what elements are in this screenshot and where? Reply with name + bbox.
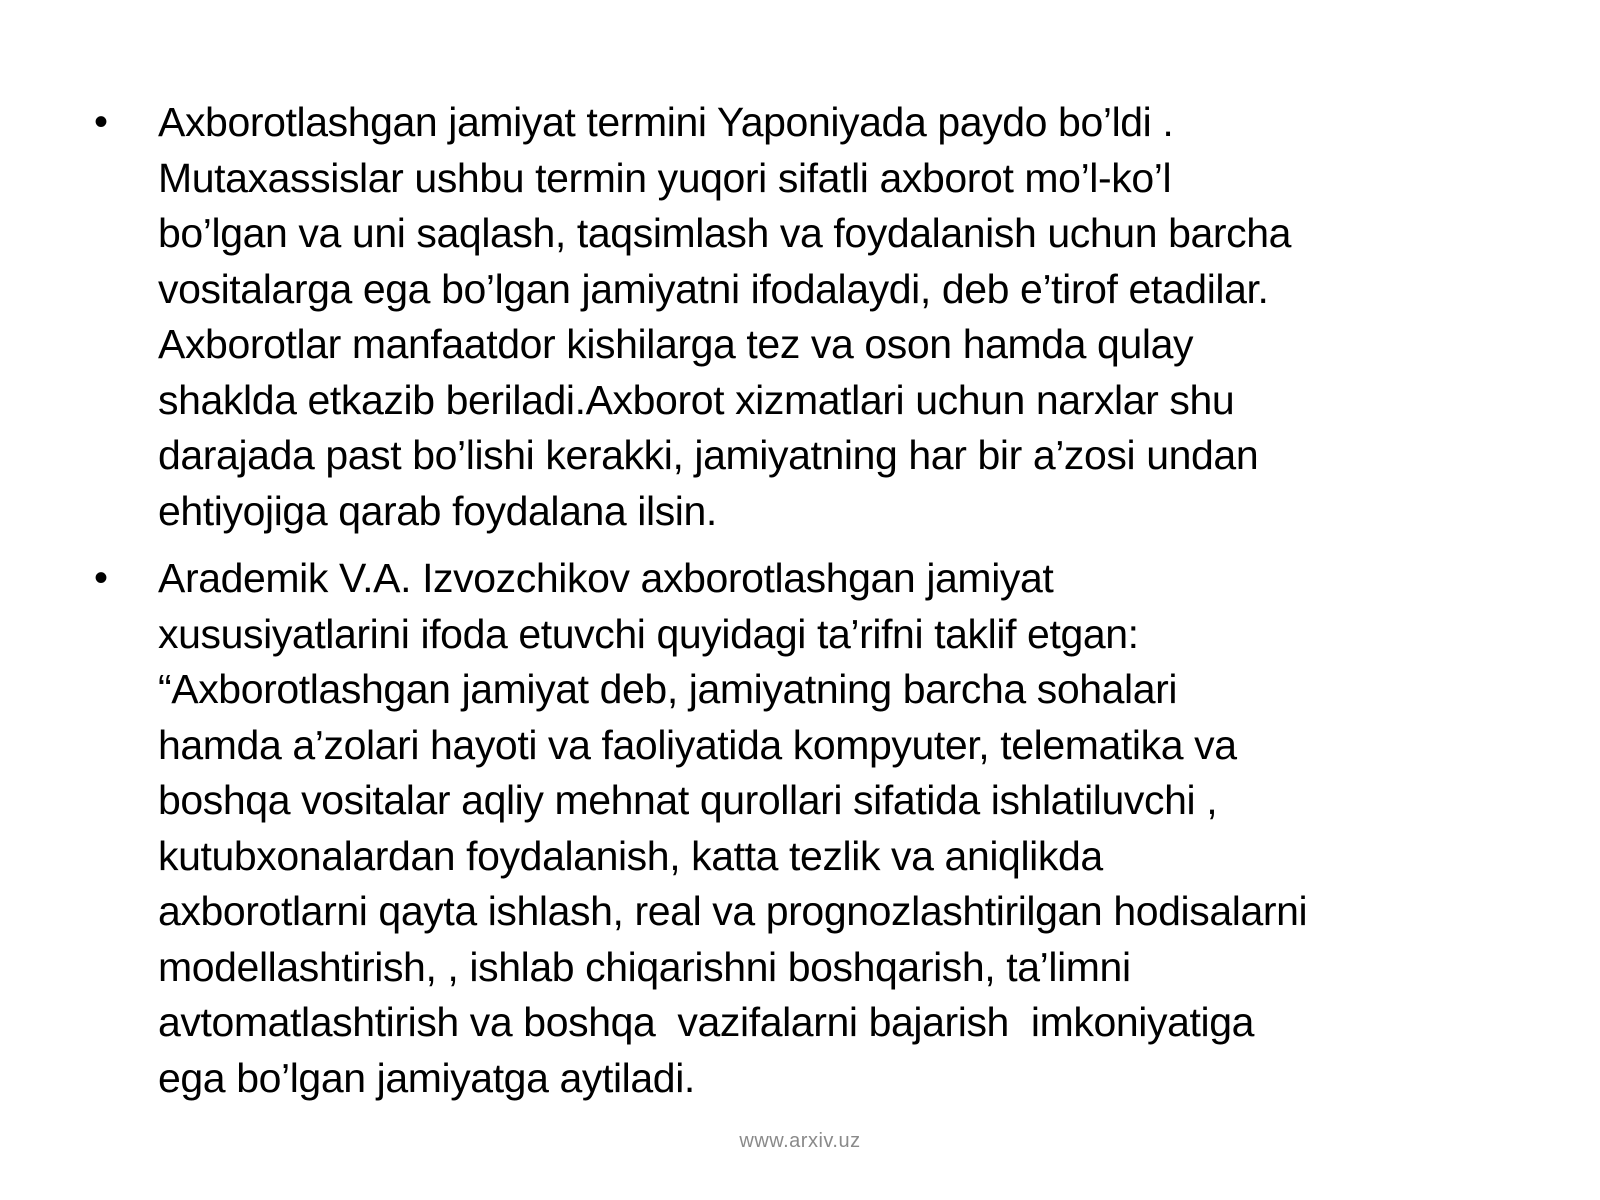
bullet-dot-icon: •	[94, 556, 108, 600]
bullet-2-line-3: “Axborotlashgan jamiyat deb, jamiyatning barcha sohalari	[158, 666, 1178, 712]
bullet-1-line-7: darajada past bo’lishi kerakki, jamiyatning har bir a’zosi undan	[158, 432, 1259, 478]
bullet-1-line-6: shaklda etkazib beriladi.Axborot xizmatlari uchun narxlar shu	[158, 376, 1235, 423]
bullet-2-line-2: xususiyatlarini ifoda etuvchi quyidagi ta’rifni taklif etgan:	[158, 610, 1139, 657]
footer-url: www.arxiv.uz	[739, 1130, 861, 1152]
bullet-2-line-1: Arademik V.A. Izvozchikov axborotlashgan jamiyat	[158, 555, 1054, 601]
bullet-1-line-8: ehtiyojiga qarab foydalana ilsin.	[158, 487, 717, 534]
bullet-1-line-1: Axborotlashgan jamiyat termini Yaponiyada paydo bo’ldi .	[158, 99, 1174, 145]
bullet-2-line-5: boshqa vositalar aqliy mehnat qurollari sifatida ishlatiluvchi ,	[158, 777, 1218, 823]
bullet-1-line-3: bo’lgan va uni saqlash, taqsimlash va foydalanish uchun barcha	[158, 210, 1292, 256]
bullet-1-line-5: Axborotlar manfaatdor kishilarga tez va oson hamda qulay	[158, 321, 1194, 367]
bullet-2-line-4: hamda a’zolari hayoti va faoliyatida kompyuter, telematika va	[158, 721, 1237, 768]
bullet-list	[92, 95, 1552, 1118]
bullet-item-2	[92, 551, 1552, 1106]
bullet-2-line-9: avtomatlashtirish va boshqa vazifalarni bajarish imkoniyatiga	[158, 999, 1255, 1045]
bullet-2-line-7: axborotlarni qayta ishlash, real va prognozlashtirilgan hodisalarni	[158, 888, 1308, 934]
bullet-1-line-4: vositalarga ega bo’lgan jamiyatni ifodalaydi, deb e’tirof etadilar.	[158, 265, 1269, 312]
bullet-1-line-2: Mutaxassislar ushbu termin yuqori sifatli axborot mo’l-ko’l	[158, 154, 1172, 201]
bullet-item-1	[92, 95, 1552, 539]
bullet-dot-icon: •	[94, 100, 108, 144]
bullet-2-line-8: modellashtirish, , ishlab chiqarishni boshqarish, ta’limni	[158, 943, 1131, 990]
bullet-2-line-6: kutubxonalardan foydalanish, katta tezlik va aniqlikda	[158, 832, 1103, 879]
bullet-2-line-10: ega bo’lgan jamiyatga aytiladi.	[158, 1054, 695, 1101]
